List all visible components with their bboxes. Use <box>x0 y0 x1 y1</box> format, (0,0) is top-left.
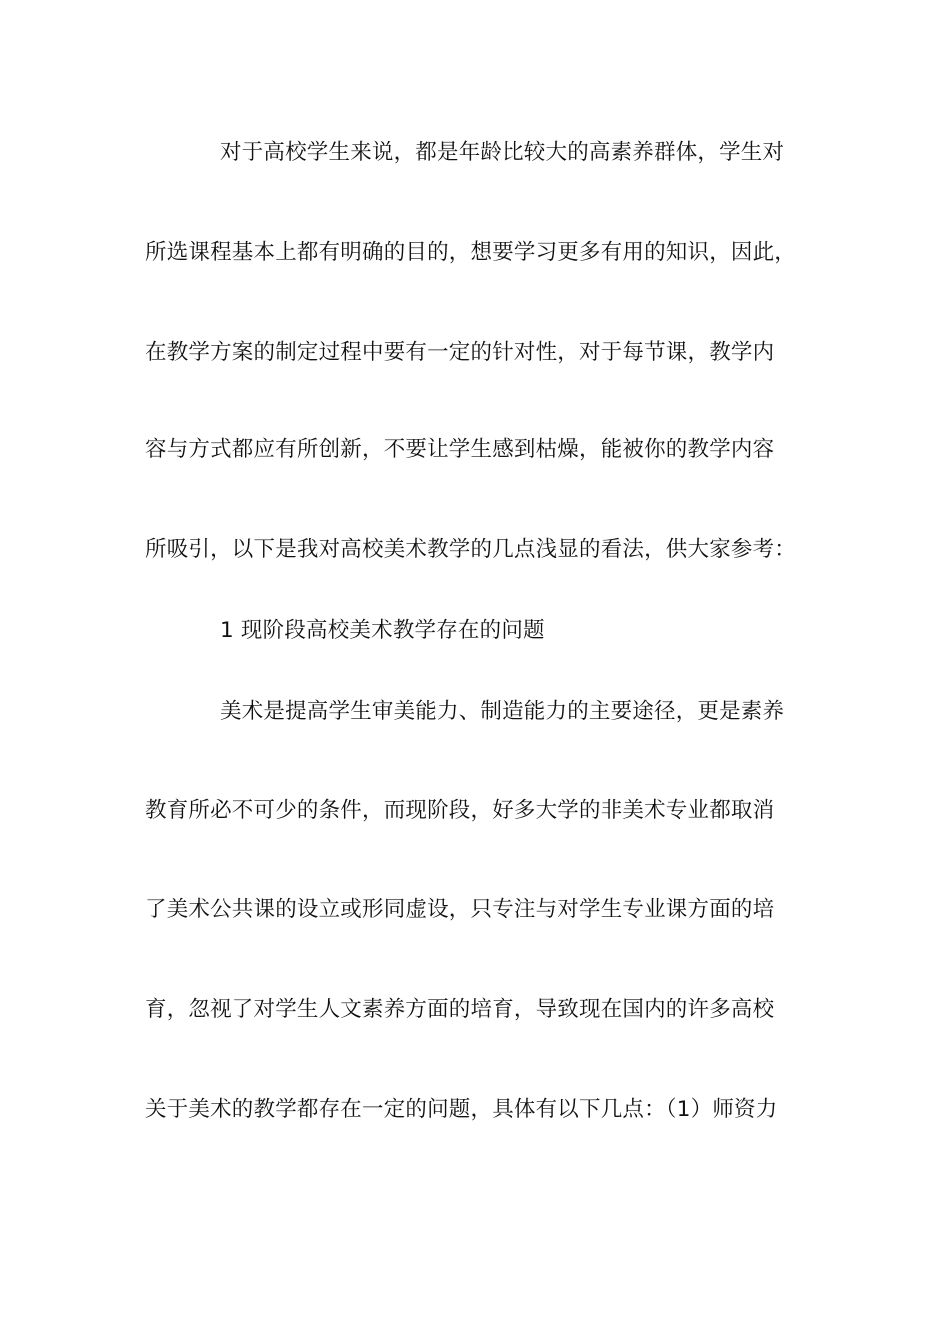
paragraph-2-line-5: 关于美术的教学都存在一定的问题，具体有以下几点：（1）师资力 <box>145 1097 778 1122</box>
section-heading: 1 现阶段高校美术教学存在的问题 <box>220 618 545 643</box>
paragraph-1-line-2: 所选课程基本上都有明确的目的，想要学习更多有用的知识，因此， <box>145 240 797 265</box>
paragraph-1-line-4: 容与方式都应有所创新，不要让学生感到枯燥，能被你的教学内容 <box>145 437 775 462</box>
paragraph-2-line-4: 育，忽视了对学生人文素养方面的培育，导致现在国内的许多高校 <box>145 997 775 1022</box>
paragraph-2-line-3: 了美术公共课的设立或形同虚设，只专注与对学生专业课方面的培 <box>145 897 775 922</box>
paragraph-1-line-3: 在教学方案的制定过程中要有一定的针对性，对于每节课，教学内 <box>145 340 775 365</box>
paragraph-1-line-5: 所吸引，以下是我对高校美术教学的几点浅显的看法，供大家参考： <box>145 537 797 562</box>
paragraph-2-line-1: 美术是提高学生审美能力、制造能力的主要途径，更是素养 <box>220 699 785 724</box>
paragraph-2-line-2: 教育所必不可少的条件，而现阶段，好多大学的非美术专业都取消 <box>145 798 775 823</box>
paragraph-1-line-1: 对于高校学生来说，都是年龄比较大的高素养群体，学生对 <box>220 140 785 165</box>
